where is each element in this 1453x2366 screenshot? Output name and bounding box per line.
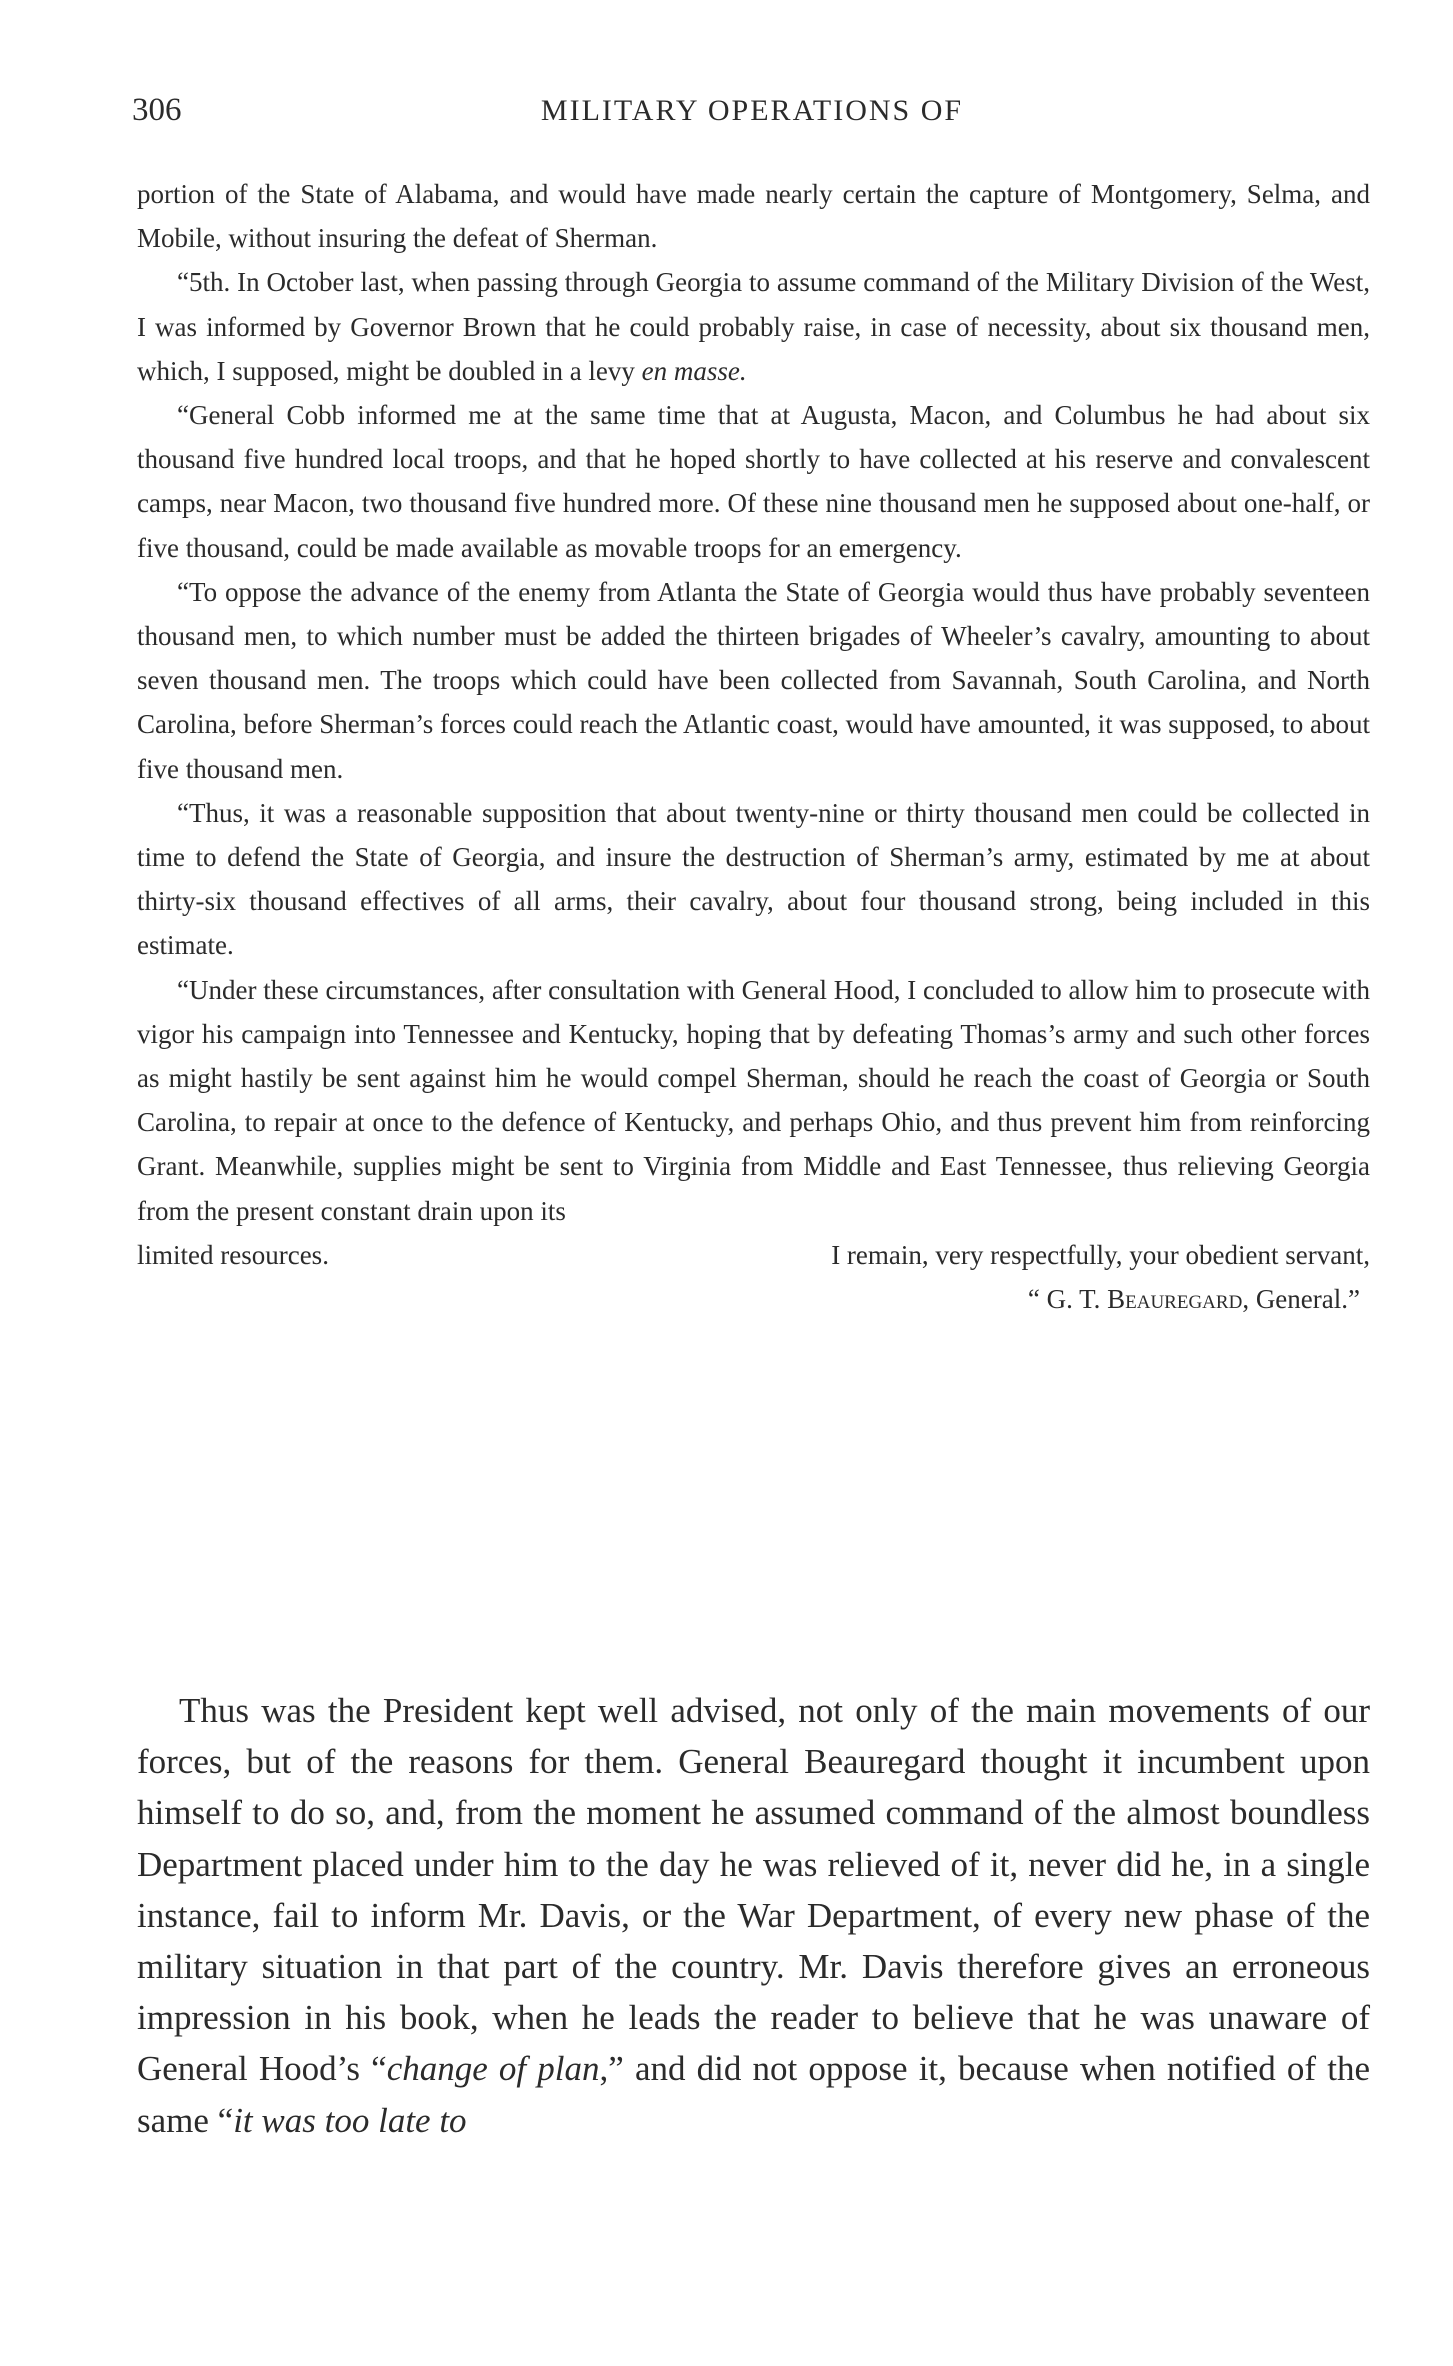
closing-left: limited resources. [137, 1239, 329, 1270]
running-title: MILITARY OPERATIONS OF [540, 94, 964, 127]
signature-open: “ G. T. [1027, 1284, 1108, 1315]
signature-name: Beauregard [1107, 1284, 1243, 1315]
letter-paragraph-5: “Thus, it was a reasonable supposition that about twenty-nine or thirty thousand men could be collected in time to defend the State of Georgia, and insure the destruction of Sherman’s army, estimated by me at about thirty-six thousand effectives of all arms, their cavalry, about four thousand strong, being included in this estimate. [137, 797, 1370, 961]
running-head [132, 92, 1372, 132]
body-italic-2: it was too late to [233, 2100, 467, 2140]
body-paragraph [137, 1685, 1370, 2146]
letter-signature [137, 1277, 1370, 1321]
letter-paragraph-2 [137, 260, 1370, 393]
closing-right: I remain, very respectfully, your obedient servant, [831, 1239, 1370, 1270]
letter-paragraph-1: portion of the State of Alabama, and would have made nearly certain the capture of Montgomery, Selma, and Mobile, without insuring the defeat of Sherman. [137, 179, 1370, 254]
body-part-1: Thus was the President kept well advised, not only of the main movements of our forces, but of the reasons for them. General Beauregard thought it incumbent upon himself to do so, and, from the moment he assumed command of the almost boundless Department placed under him to the day he was relieved of it, never did he, in a single instance, fail to inform Mr. Davis, or the War Department, of every new phase of the military situation in that part of the country. Mr. Davis therefore gives an erroneous impression in his book, when he leads the reader to believe that he was unaware of General Hood’s “ [137, 1691, 1370, 2089]
letter-paragraph-2-italic: en masse. [641, 355, 747, 386]
body-part-2: ,” and did not oppose it, because when notified of the same “ [137, 2049, 1370, 2140]
quoted-letter [137, 172, 1370, 1321]
body-italic-1: change of plan [386, 2049, 600, 2089]
letter-paragraph-6: “Under these circumstances, after consultation with General Hood, I concluded to allow him to prosecute with vigor his campaign into Tennessee and Kentucky, hoping that by defeating Thomas’s army and such other forces as might hastily be sent against him he would compel Sherman, should he reach the coast of Georgia or South Carolina, to repair at once to the defence of Kentucky, and perhaps Ohio, and thus prevent him from reinforcing Grant. Meanwhile, supplies might be sent to Virginia from Middle and East Tennessee, thus relieving Georgia from the present constant drain upon its [137, 974, 1370, 1226]
body-text [137, 1685, 1370, 2146]
signature-close: , General.” [1242, 1284, 1360, 1315]
letter-paragraph-2-text: “5th. In October last, when passing through Georgia to assume command of the Military Division of the West, I was informed by Governor Brown that he could probably raise, in case of necessity, about six thousand men, which, I supposed, might be doubled in a levy [137, 267, 1370, 386]
letter-paragraph-4: “To oppose the advance of the enemy from Atlanta the State of Georgia would thus have probably seventeen thousand men, to which number must be added the thirteen brigades of Wheeler’s cavalry, amounting to about seven thousand men. The troops which could have been collected from Savannah, South Carolina, and North Carolina, before Sherman’s forces could reach the Atlantic coast, would have amounted, it was supposed, to about five thousand men. [137, 576, 1370, 784]
letter-closing [137, 1233, 1370, 1277]
page-number: 306 [132, 92, 182, 128]
letter-paragraph-3: “General Cobb informed me at the same time that at Augusta, Macon, and Columbus he had about six thousand five hundred local troops, and that he hoped shortly to have collected at his reserve and convalescent camps, near Macon, two thousand five hundred more. Of these nine thousand men he supposed about one-half, or five thousand, could be made available as movable troops for an emergency. [137, 400, 1370, 563]
